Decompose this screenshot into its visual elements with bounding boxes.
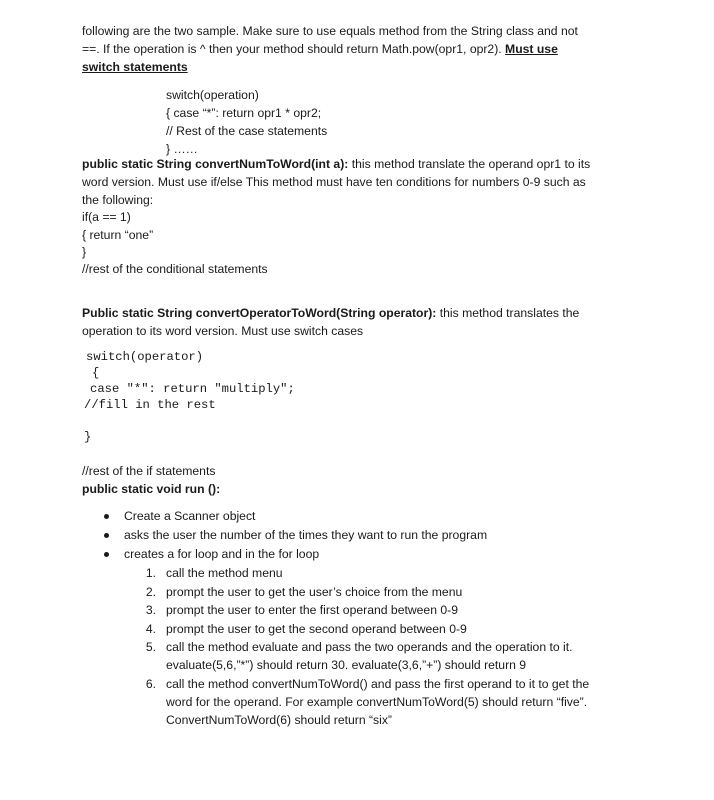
bullet-dot-icon [104,552,109,557]
switch-sample-line-1: switch(operation) [166,88,259,102]
step-5-line-1: call the method evaluate and pass the two operands and the operation to it. [166,640,573,654]
run-bullet-3: creates a for loop and in the for loop [124,547,320,561]
convert-op-line-1 [82,304,579,322]
step-number: 5. [145,640,156,654]
convert-num-desc-3: the following: [82,193,154,207]
convert-op-code-1: switch(operator) [86,350,204,364]
step-2-line-1: prompt the user to get the user’s choice from the menu [166,585,463,599]
convert-op-desc-1: this method translates the [436,306,580,320]
step-1-line-1: call the method menu [166,566,283,580]
intro-line-2 [82,40,558,58]
step-number: 3. [145,603,156,617]
convert-num-code-2: { return “one” [82,228,154,242]
bullet-dot-icon [104,514,109,519]
step-4-line-1: prompt the user to get the second operand between 0-9 [166,622,467,636]
convert-num-code-3: } [82,245,87,259]
switch-sample-line-2: { case “*”: return opr1 * opr2; [166,106,322,120]
convert-op-desc-2: operation to its word version. Must use switch cases [82,324,364,338]
convert-op-code-5: } [84,430,92,444]
run-bullet-2: asks the user the number of the times they want to run the program [124,528,488,542]
convert-op-code-2: { [92,366,100,380]
intro-line-1: following are the two sample. Make sure to use equals method from the String class and not [82,24,578,38]
step-3-line-1: prompt the user to enter the first operand between 0-9 [166,603,458,617]
convert-num-code-1: if(a == 1) [82,210,131,224]
convert-num-desc-2: word version. Must use if/else This method must have ten conditions for numbers 0-9 such as [82,175,586,189]
step-6-line-1: call the method convertNumToWord() and pass the first operand to it to get the [166,677,590,691]
convert-num-desc-1: this method translate the operand opr1 to its [348,157,591,171]
step-5-line-2: evaluate(5,6,”*”) should return 30. evaluate(3,6,”+”) should return 9 [166,658,527,672]
convert-num-line-1 [82,155,590,173]
step-6-line-3: ConvertNumToWord(6) should return “six” [166,713,392,727]
switch-sample-line-3: // Rest of the case statements [166,124,328,138]
convert-op-code-3: case "*": return "multiply"; [90,382,295,396]
step-number: 2. [145,585,156,599]
convert-op-code-4: //fill in the rest [84,398,216,412]
intro-switch-statements: switch statements [82,60,188,74]
intro-line-2-text: ==. If the operation is ^ then your method should return Math.pow(opr1, opr2). [82,42,506,56]
step-number: 6. [145,677,156,691]
step-number: 4. [145,622,156,636]
run-pre-comment: //rest of the if statements [82,464,216,478]
step-6-line-2: word for the operand. For example convertNumToWord(5) should return “five”. [166,695,588,709]
convert-op-signature: Public static String convertOperatorToWord(String operator): [82,306,437,320]
step-number: 1. [145,566,156,580]
convert-num-code-4: //rest of the conditional statements [82,262,268,276]
convert-num-signature: public static String convertNumToWord(int a): [82,157,349,171]
bullet-dot-icon [104,533,109,538]
run-signature: public static void run (): [82,482,221,496]
run-bullet-1: Create a Scanner object [124,509,256,523]
intro-must-use: Must use [505,42,558,56]
switch-sample-line-4: } …… [166,142,198,156]
